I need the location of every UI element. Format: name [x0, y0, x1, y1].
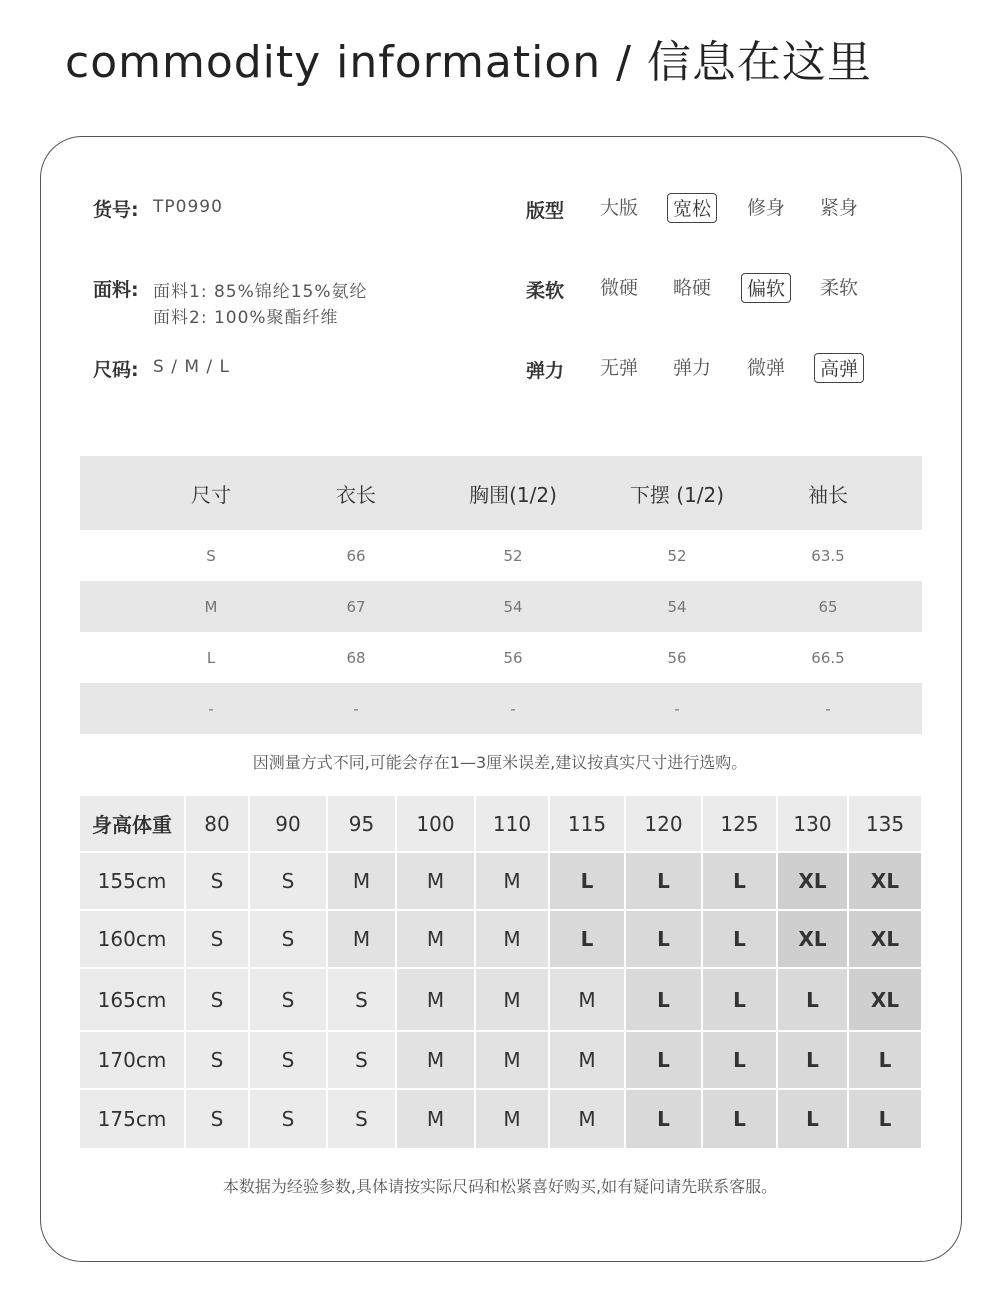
- size-cell: S: [250, 1090, 328, 1150]
- size-table-cell: 52: [503, 546, 523, 565]
- weight-header: 125: [703, 796, 778, 853]
- size-cell: S: [250, 911, 328, 969]
- size-cell: XL: [778, 911, 849, 969]
- size-table-cell: 52: [667, 546, 687, 565]
- attribute-option: 略硬: [672, 277, 711, 299]
- size-cell: L: [703, 911, 778, 969]
- attribute-label: 弹力: [526, 360, 565, 382]
- attribute-option: 微硬: [599, 277, 638, 299]
- height-header: 160cm: [80, 911, 186, 969]
- size-table-cell: 65: [818, 597, 838, 616]
- size-cell: XL: [849, 969, 923, 1032]
- attribute-label: 柔软: [526, 280, 565, 302]
- size-cell: S: [250, 1032, 328, 1090]
- sku-value: TP0990: [153, 197, 223, 217]
- attribute-option: 微弹: [746, 357, 785, 379]
- weight-header: 135: [849, 796, 923, 853]
- size-cell: L: [626, 969, 703, 1032]
- size-cell: M: [550, 1032, 626, 1090]
- size-cell: L: [626, 911, 703, 969]
- weight-header: 130: [778, 796, 849, 853]
- size-cell: L: [550, 853, 626, 911]
- size-table-cell: 衣长: [336, 482, 376, 507]
- size-cell: S: [250, 853, 328, 911]
- size-cell: M: [397, 969, 476, 1032]
- height-header: 175cm: [80, 1090, 186, 1150]
- size-cell: S: [186, 1090, 250, 1150]
- height-header: 165cm: [80, 969, 186, 1032]
- size-cell: L: [849, 1032, 923, 1090]
- attribute-label: 版型: [526, 200, 565, 222]
- size-table-cell: 68: [346, 648, 366, 667]
- size-cell: M: [476, 1032, 550, 1090]
- size-cell: M: [550, 969, 626, 1032]
- size-cell: M: [476, 853, 550, 911]
- size-cell: M: [328, 911, 397, 969]
- size-cell: M: [397, 1090, 476, 1150]
- size-table-header: [80, 456, 922, 530]
- attribute-option: 柔软: [819, 277, 858, 299]
- fabric-label: 面料:: [93, 279, 139, 301]
- size-table-cell: -: [208, 699, 214, 718]
- size-cell: L: [778, 1032, 849, 1090]
- attribute-option: 弹力: [672, 357, 711, 379]
- size-table-cell: 袖长: [808, 482, 848, 507]
- attribute-option: 修身: [746, 197, 785, 219]
- size-cell: M: [550, 1090, 626, 1150]
- size-cell: S: [186, 1032, 250, 1090]
- size-table: [80, 456, 922, 734]
- attribute-option: 紧身: [819, 197, 858, 219]
- weight-header: 115: [550, 796, 626, 853]
- size-table-cell: M: [204, 597, 218, 616]
- size-table-cell: 下摆 (1/2): [629, 482, 725, 507]
- attribute-option-selected: 宽松: [667, 193, 717, 223]
- size-table-cell: -: [825, 699, 831, 718]
- size-cell: S: [328, 1032, 397, 1090]
- weight-header: 110: [476, 796, 550, 853]
- size-cell: L: [703, 853, 778, 911]
- size-cell: S: [186, 969, 250, 1032]
- size-table-row: [80, 530, 922, 581]
- size-table-cell: 66: [346, 546, 366, 565]
- size-cell: L: [626, 1032, 703, 1090]
- weight-header: 100: [397, 796, 476, 853]
- size-cell: M: [397, 911, 476, 969]
- size-cell: L: [626, 853, 703, 911]
- size-label: 尺码:: [93, 359, 139, 381]
- size-table-cell: -: [674, 699, 680, 718]
- size-table-cell: 54: [667, 597, 687, 616]
- size-cell: L: [703, 969, 778, 1032]
- size-cell: M: [328, 853, 397, 911]
- size-value: S / M / L: [153, 357, 230, 377]
- fabric-2: 面料2: 100%聚酯纤维: [153, 308, 339, 328]
- attribute-option: 无弹: [599, 357, 638, 379]
- size-table-cell: 56: [503, 648, 523, 667]
- table-corner: 身高体重: [80, 796, 186, 853]
- size-table-cell: L: [206, 648, 216, 667]
- size-table-cell: -: [353, 699, 359, 718]
- size-cell: L: [550, 911, 626, 969]
- size-table-cell: 63.5: [811, 546, 845, 565]
- weight-header: 120: [626, 796, 703, 853]
- size-table-cell: 56: [667, 648, 687, 667]
- fabric-1: 面料1: 85%锦纶15%氨纶: [153, 282, 368, 302]
- weight-header: 80: [186, 796, 250, 853]
- size-table-cell: 胸围(1/2): [469, 482, 557, 507]
- sku-label: 货号:: [93, 199, 139, 221]
- size-table-cell: 66.5: [811, 648, 845, 667]
- size-table-cell: -: [510, 699, 516, 718]
- size-cell: S: [328, 1090, 397, 1150]
- size-cell: L: [849, 1090, 923, 1150]
- size-table-cell: S: [206, 546, 216, 565]
- size-table-row: [80, 632, 922, 683]
- size-cell: S: [250, 969, 328, 1032]
- size-table-cell: 54: [503, 597, 523, 616]
- size-recommendation-table: [80, 796, 923, 1150]
- measure-note: 因测量方式不同,可能会存在1—3厘米误差,建议按真实尺寸进行选购。: [252, 753, 748, 772]
- page-heading: commodity information / 信息在这里: [65, 37, 872, 88]
- size-cell: M: [476, 969, 550, 1032]
- size-cell: L: [626, 1090, 703, 1150]
- size-cell: M: [397, 853, 476, 911]
- size-cell: M: [476, 911, 550, 969]
- disclaimer-note: 本数据为经验参数,具体请按实际尺码和松紧喜好购买,如有疑问请先联系客服。: [222, 1177, 778, 1196]
- attribute-option: 大版: [599, 197, 638, 219]
- size-table-cell: 尺寸: [191, 482, 231, 507]
- size-cell: S: [186, 911, 250, 969]
- size-cell: M: [397, 1032, 476, 1090]
- weight-header: 90: [250, 796, 328, 853]
- size-cell: L: [778, 1090, 849, 1150]
- height-header: 170cm: [80, 1032, 186, 1090]
- height-header: 155cm: [80, 853, 186, 911]
- size-cell: L: [703, 1090, 778, 1150]
- size-cell: XL: [778, 853, 849, 911]
- size-cell: L: [778, 969, 849, 1032]
- attribute-option-selected: 偏软: [741, 273, 791, 303]
- size-cell: XL: [849, 853, 923, 911]
- size-table-cell: 67: [346, 597, 366, 616]
- size-table-row: [80, 581, 922, 632]
- size-cell: XL: [849, 911, 923, 969]
- attribute-option-selected: 高弹: [814, 353, 864, 383]
- size-cell: S: [328, 969, 397, 1032]
- size-table-row: [80, 683, 922, 734]
- size-cell: L: [703, 1032, 778, 1090]
- size-cell: S: [186, 853, 250, 911]
- weight-header: 95: [328, 796, 397, 853]
- size-cell: M: [476, 1090, 550, 1150]
